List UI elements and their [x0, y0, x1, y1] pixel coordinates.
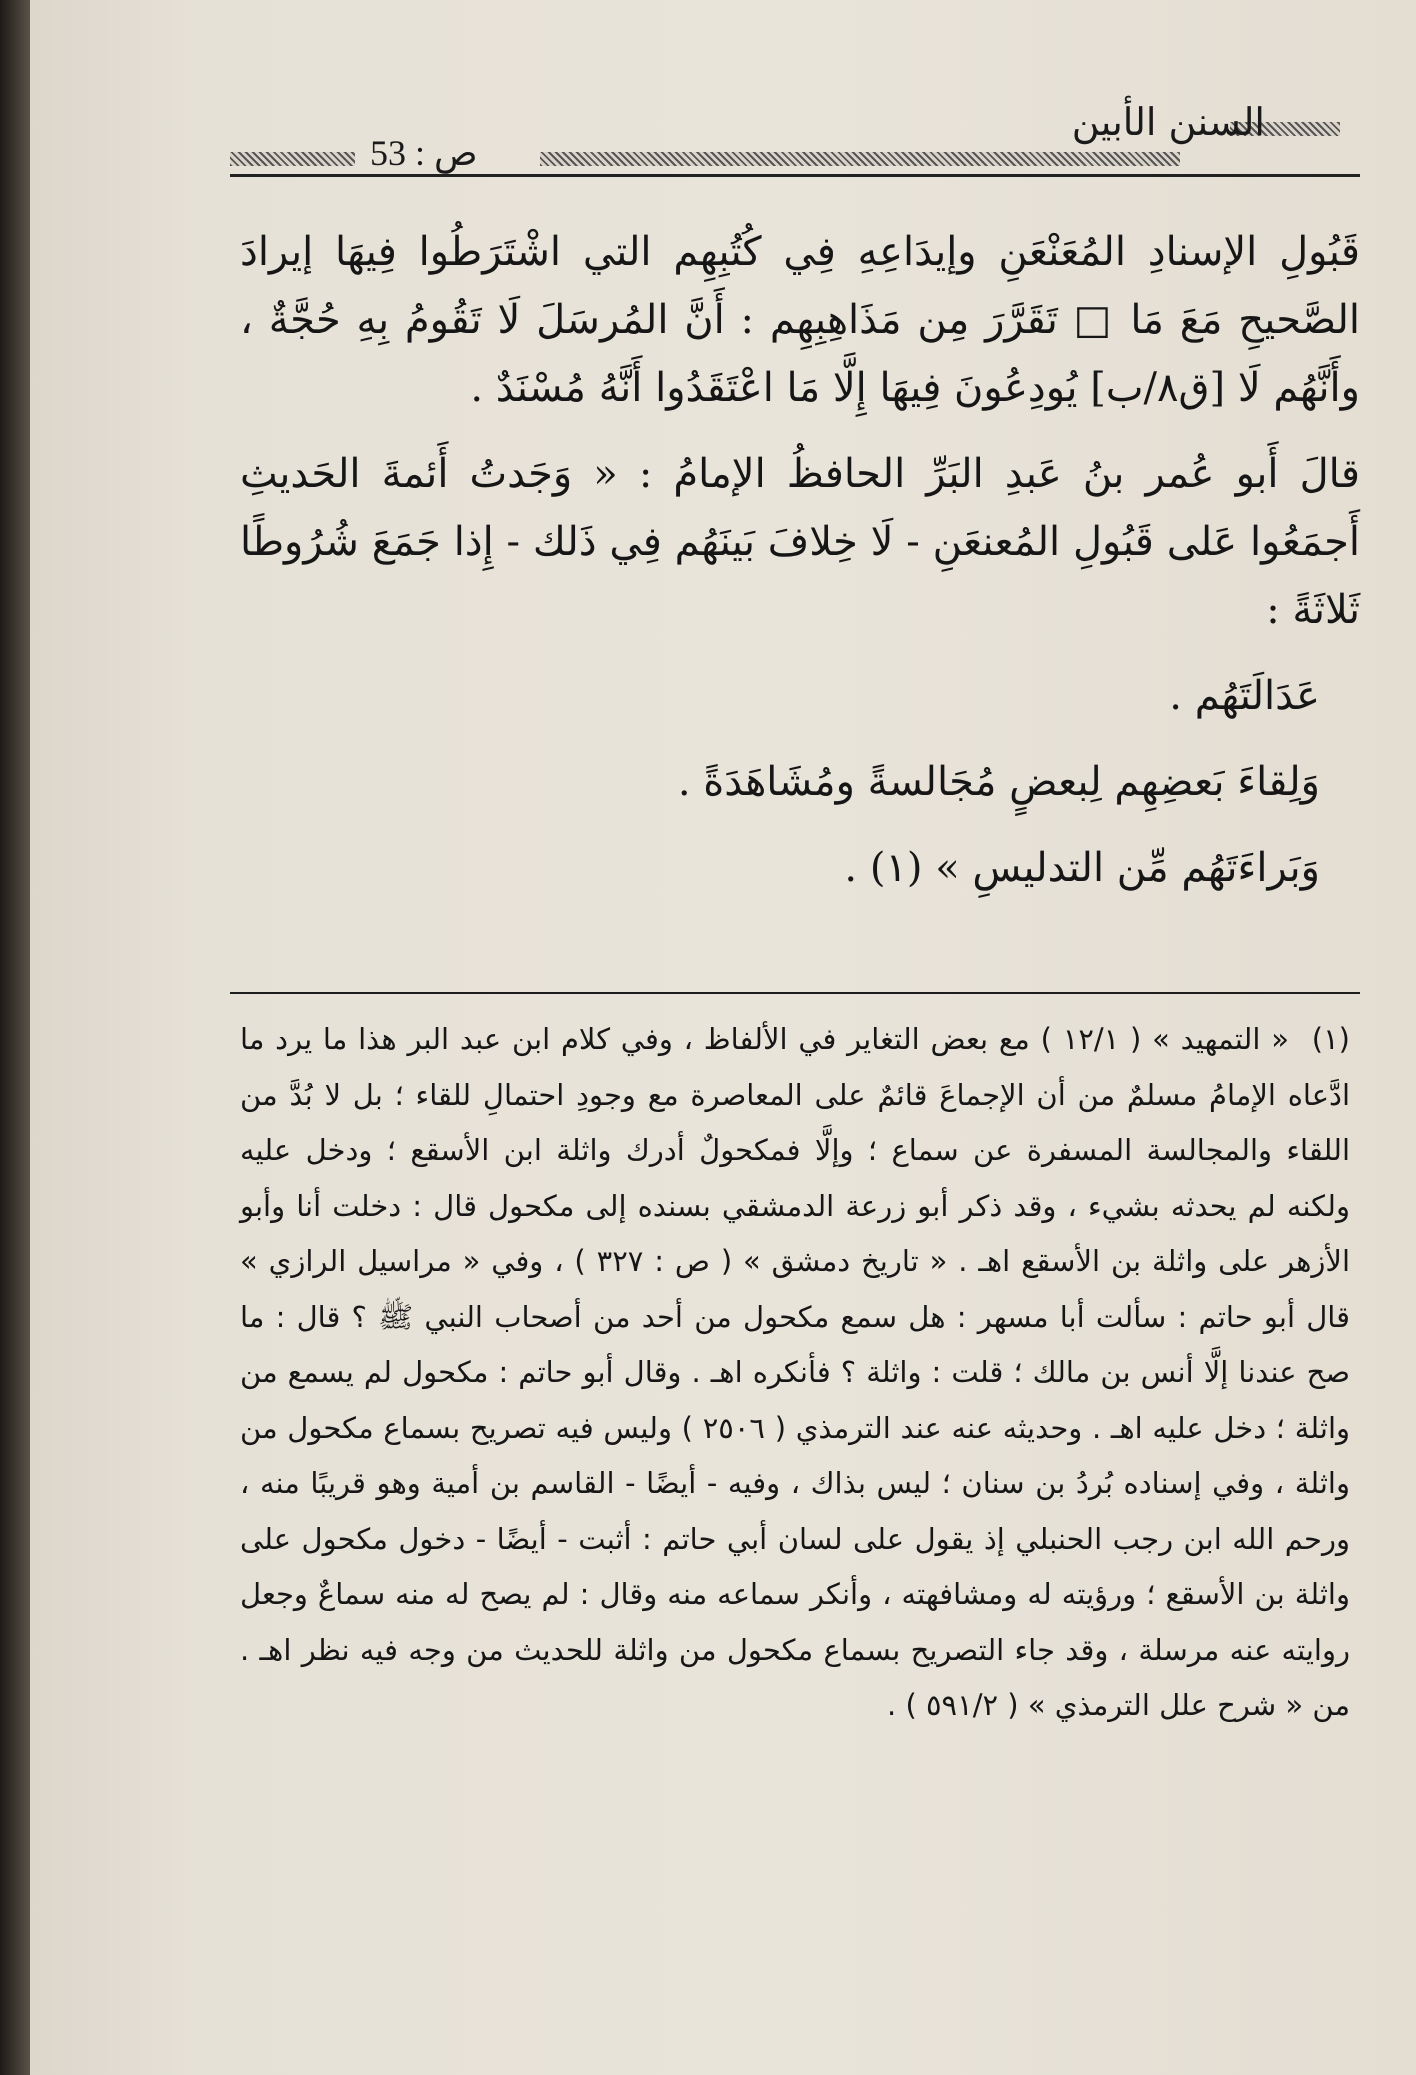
paragraph: قالَ أَبو عُمر بنُ عَبدِ البَرِّ الحافظُ الإمامُ : « وَجَدتُ أَئمةَ الحَديثِ أَجمَعُوا عَلى قَبُولِ المُعنعَنِ - لَا خِلافَ بَينَهُم فِي ذَلك - إِذا جَمَعَ شُرُوطًا ثَلاثَةً : [240, 451, 1360, 633]
paragraph: قَبُولِ الإسنادِ المُعَنْعَنِ وإيدَاعِهِ فِي كُتُبِهِم التي اشْتَرَطُوا فِيهَا إيرادَ الصَّحيحِ مَعَ مَا □ تَقَرَّرَ مِن مَذَاهِبِهِم : أَنَّ المُرسَلَ لَا تَقُومُ بِهِ حُجَّةٌ ، وأَنَّهُم لَا [ق٨/ب] يُودِعُونَ فِيهَا إِلَّا مَا اعْتَقَدُوا أَنَّهُ مُسْنَدٌ . [240, 229, 1360, 411]
paragraph: عَدَالَتَهُم . [1169, 673, 1320, 719]
header-ornament [540, 152, 1180, 166]
footnote-number: (١) [1311, 1022, 1350, 1056]
page-header [230, 100, 1360, 180]
paragraph: وَبَراءَتَهُم مِّن التدليسِ » (١) . [844, 845, 1320, 891]
footnote-text: « التمهيد » ( ١٢/١ ) مع بعض التغاير في الألفاظ ، وفي كلام ابن عبد البر هذا ما يرد ما ادَّعاه الإمامُ مسلمٌ من أن الإجماعَ قائمٌ على المعاصرة مع وجودِ احتمالِ للقاء ؛ بل لا بُدَّ من اللقاء والمجالسة المسفرة عن سماع ؛ وإلَّا فمكحولٌ أدرك واثلة ابن الأسقع ؛ ودخل عليه ولكنه لم يحدثه بشيء ، وقد ذكر أبو زرعة الدمشقي بسنده إلى مكحول قال : دخلت أنا وأبو الأزهر على واثلة بن الأسقع اهـ . « تاريخ دمشق » ( ص : ٣٢٧ ) ، وفي « مراسيل الرازي » قال أبو حاتم : سألت أبا مسهر : هل سمع مكحول من أحد من أصحاب النبي ﷺ ؟ قال : ما صح عندنا إلَّا أنس بن مالك ؛ قلت : واثلة ؟ فأنكره اهـ . وقال أبو حاتم : مكحول لم يسمع من واثلة ؛ دخل عليه اهـ . وحديثه عنه عند الترمذي ( ٢٥٠٦ ) وليس فيه تصريح بسماع مكحول من واثلة ، وفي إسناده بُردُ بن سنان ؛ ليس بذاك ، وفيه - أيضًا - القاسم بن أمية وهو قريبًا منه ، ورحم الله ابن رجب الحنبلي إذ يقول على لسان أبي حاتم : أثبت - أيضًا - دخول مكحول على واثلة بن الأسقع ؛ ورؤيته له ومشافهته ، وأنكر سماعه منه وقال : لم يصح له منه سماعٌ وجعل روايته عنه مرسلة ، وقد جاء التصريح بسماع مكحول من واثلة للحديث من وجه فيه نظر اهـ . من « شرح علل الترمذي » ( ٥٩١/٢ ) . [240, 1022, 1351, 1722]
header-ornament [230, 152, 355, 166]
book-page [30, 0, 1416, 2075]
running-title: السنن الأبين [1071, 100, 1265, 144]
footnote-rule [230, 992, 1360, 994]
page-number: ص : 53 [370, 133, 478, 173]
header-rule [230, 174, 1360, 177]
main-text [240, 218, 1360, 902]
paragraph: وَلِقاءَ بَعضِهِم لِبعضٍ مُجَالسةً ومُشَاهَدَةً . [677, 759, 1320, 805]
footnote [240, 1012, 1350, 1734]
book-gutter [0, 0, 30, 2075]
